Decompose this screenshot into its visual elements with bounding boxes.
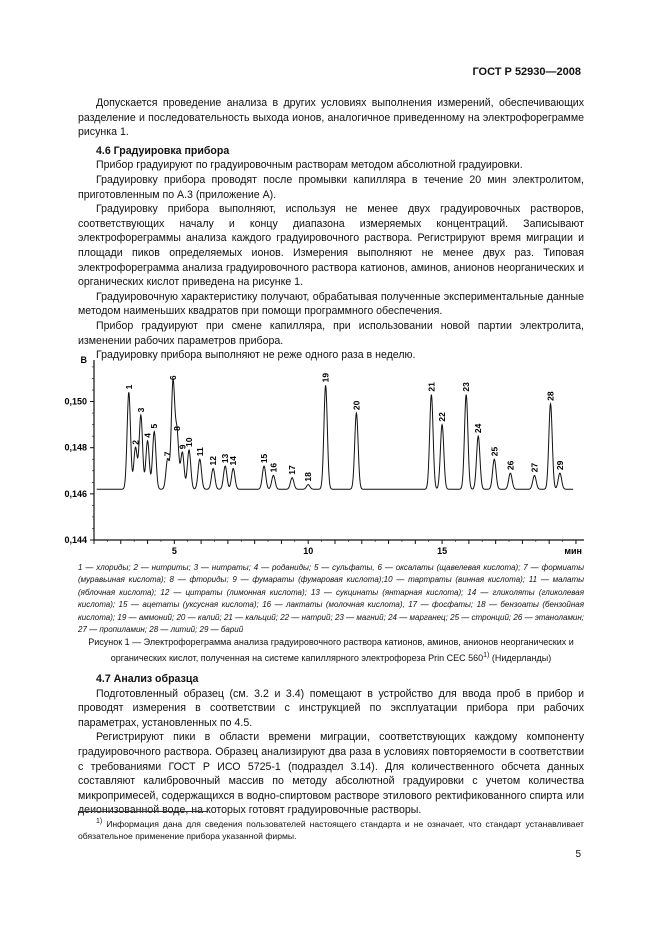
electropherogram-chart	[44, 350, 594, 560]
peak-label: 7	[162, 451, 173, 457]
s47-paragraph-1: Подготовленный образец (см. 3.2 и 3.4) помещают в устройство для ввода проб в прибор и проводят измерения в соответствии с инструкцией по эксплуатации прибора при рабочих параметрах, установленных по 4.5.	[78, 687, 584, 729]
chart-marks	[124, 373, 565, 482]
peak-label: 6	[167, 375, 178, 381]
signal-trace	[97, 379, 573, 489]
caption-text: Рисунок 1 — Электрофореграмма анализа градуировочного раствора катионов, аминов, анионов неорганических и органических кислот, полученная на системе капиллярного электрофореза Prin CEC 560	[88, 637, 574, 663]
peak-label: 26	[505, 460, 516, 471]
footnote-text: Информация дана для сведения пользователей настоящего стандарта и не означает, что стандарт устанавливает обязательное применение прибора указанной фирмы.	[78, 818, 584, 842]
peak-label: 3	[135, 407, 146, 413]
peak-label: 10	[184, 437, 195, 447]
peak-label: 22	[437, 412, 448, 422]
footnote-mark: 1)	[96, 818, 103, 825]
peak-label: 5	[149, 423, 160, 429]
peak-label: 23	[461, 382, 472, 392]
peak-label: 17	[287, 465, 298, 475]
peak-label: 24	[473, 423, 484, 434]
section-4-6-heading: 4.6 Градуировка прибора	[96, 144, 230, 157]
s46-paragraph-3: Градуировку прибора выполняют, используя не менее двух градуировочных растворов, соответствующих началу и концу диапазона измеряемых концентраций. Записывают электрофореграммы анализа каждого градуировочного раствора. Регистрируют время миграции и площади пиков определяемых ионов. Измерения выполняют не менее двух раз. Типовая электрофореграмма анализа градуировочного раствора катионов, аминов, анионов неорганических и органических кислот приведена на рисунке 1.	[78, 203, 584, 289]
x-tick-label: 5	[171, 546, 177, 556]
standard-number: ГОСТ Р 52930—2008	[472, 66, 581, 78]
s46-paragraph-4: Градуировочную характеристику получают, обрабатывая полученные экспериментальные данные методом наименьших квадратов при помощи программного обеспечения.	[78, 290, 584, 318]
peak-label: 12	[208, 455, 219, 466]
peak-label: 9	[177, 444, 188, 450]
lower-text-block	[78, 672, 584, 818]
footnote	[78, 816, 584, 843]
peak-label: 27	[529, 462, 540, 473]
electropherogram-svg	[44, 350, 594, 560]
peak-label: 4	[142, 433, 153, 438]
s47-paragraph-2: Регистрируют пики в области времени миграции, соответствующих каждому компоненту градуировочного раствора. Образец анализируют два раза в условиях повторяемости в соответствии с требованиями ГОСТ Р ИСО 5725-1 (подраздел 3.14). Для количественного обсчета данных составляют калибровочный массив по методу абсолютной градуировки с учетом количества микропримесей, содержащихся в водно-спиртовом растворе этилового ректификованного спирта или деионизованной воде, на которых готовят градуировочные растворы.	[78, 731, 584, 817]
peak-label: 15	[259, 453, 270, 464]
peak-label: 21	[426, 382, 437, 392]
peak-label: 16	[268, 462, 279, 473]
y-tick-label: 0,146	[64, 488, 87, 499]
peak-label: 13	[220, 453, 231, 464]
y-tick-label: 0,148	[64, 442, 87, 453]
y-tick-label: 0,150	[64, 396, 87, 407]
page-number: 5	[575, 849, 581, 860]
s46-paragraph-2: Градуировку прибора проводят после промывки капилляра в течение 20 мин электролитом, приготовленным по А.3 (приложение А).	[78, 173, 584, 201]
caption-footnote-mark: 1)	[483, 652, 490, 659]
x-tick-label: 15	[437, 546, 448, 556]
peak-label: 20	[351, 400, 362, 411]
upper-text-block	[78, 96, 584, 363]
x-axis-label: мин	[564, 546, 582, 556]
peak-label: 29	[554, 460, 565, 471]
peak-label: 18	[303, 472, 314, 482]
peak-label: 8	[172, 426, 183, 431]
peak-label: 28	[545, 391, 556, 401]
y-axis-label: В	[80, 355, 87, 365]
footnote-separator	[78, 811, 208, 812]
y-tick-label: 0,144	[64, 535, 87, 545]
figure-caption	[78, 636, 584, 665]
caption-tail: (Нидерланды)	[489, 653, 552, 663]
peak-label: 1	[123, 384, 134, 390]
peak-label: 2	[130, 439, 141, 445]
x-tick-label: 10	[303, 546, 314, 556]
intro-paragraph: Допускается проведение анализа в других условиях выполнения измерений, обеспечивающих разделение и последовательность выхода ионов, аналогичное приведенному на электрофореграмме рисунка 1.	[78, 97, 584, 139]
s46-paragraph-6: Градуировку прибора выполняют не реже одного раза в неделю.	[96, 349, 416, 362]
figure-legend: 1 — хлориды; 2 — нитриты; 3 — нитраты; 4 — роданиды; 5 — сульфаты, 6 — оксалаты (щавелевая кислота); 7 — формиаты (муравьиная кислота); 8 — фториды; 9 — фумараты (фумаровая кислота);10 — тартраты (винная кислота); 11 — малаты (яблочная кислота); 12 — цитраты (лимонная кислота); 13 — сукцинаты (янтарная кислота); 14 — гликоляты (гликолевая кислота); 15 — ацетаты (уксусная кислота); 16 — лактаты (молочная кислота), 17 — фосфаты; 18 — бензоаты (бензойная кислота); 19 — аммоний; 20 — калий; 21 — кальций; 22 — натрий; 23 — магний; 24 — марганец; 25 — стронций; 26 — этаноламин; 27 — пропиламин; 28 — литий; 29 — барий	[78, 563, 584, 635]
peak-label: 25	[489, 446, 500, 457]
chart-axes	[64, 355, 584, 556]
s46-paragraph-1: Прибор градуируют по градуировочным растворам методом абсолютной градуировки.	[96, 159, 523, 172]
peak-label: 19	[320, 372, 331, 383]
peak-label: 11	[194, 447, 205, 457]
peak-label: 14	[228, 455, 239, 466]
section-4-7-heading: 4.7 Анализ образца	[96, 673, 199, 685]
s46-paragraph-5: Прибор градуируют при смене капилляра, при использовании новой партии электролита, изменении рабочих параметров прибора.	[78, 319, 584, 347]
